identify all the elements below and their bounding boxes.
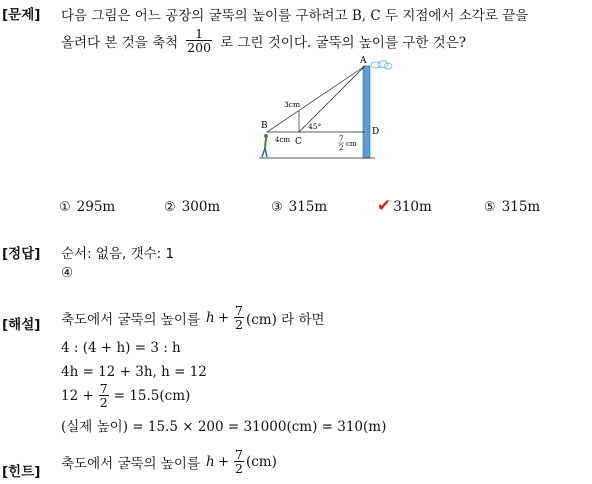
choice-1-mark: ① xyxy=(59,200,71,215)
explanation-line-4-den: 2 xyxy=(99,395,108,410)
checkmark-icon: ✔ xyxy=(377,196,392,216)
question-line-2-b: 로 그린 것이다. 굴뚝의 높이를 구한 것은? xyxy=(220,34,466,51)
hint-line-b: (cm) xyxy=(245,453,277,470)
hint-tag: [힌트] xyxy=(2,464,41,480)
angle-label: 45° xyxy=(308,122,322,131)
choice-3-text: 315m xyxy=(288,199,328,215)
length-CD-unit: cm xyxy=(346,140,357,148)
choice-5[interactable] xyxy=(484,199,540,215)
choice-2[interactable] xyxy=(164,199,220,215)
hint-plus: + xyxy=(217,453,230,470)
hint-fraction-num: 7 xyxy=(235,447,243,462)
explanation-line-1-b: (cm) 라 하면 xyxy=(245,311,325,328)
scale-denominator: 200 xyxy=(187,40,212,55)
explanation-line-1-a: 축도에서 굴뚝의 높이를 xyxy=(61,311,200,328)
explanation-tag: [해설] xyxy=(2,317,41,333)
explanation-fraction-num: 7 xyxy=(235,303,243,318)
length-CD-numerator: 7 xyxy=(339,135,344,143)
explanation-line-5: (실제 높이) = 15.5 × 200 = 31000(cm) = 310(m) xyxy=(61,419,387,435)
choice-2-mark: ② xyxy=(164,200,176,215)
smoke-icon xyxy=(371,61,392,70)
hint-fraction xyxy=(234,448,244,475)
length-CD-denominator: 2 xyxy=(339,144,344,152)
hint-fraction-den: 2 xyxy=(235,461,243,476)
explanation-line-4-fraction xyxy=(99,382,109,409)
choice-2-text: 300m xyxy=(181,199,221,215)
choice-1-text: 295m xyxy=(76,199,116,215)
answer-tag: [정답] xyxy=(2,246,41,262)
choice-3[interactable] xyxy=(271,199,327,215)
length-BA: 3cm xyxy=(284,100,301,109)
explanation-line-4 xyxy=(61,382,190,409)
answer-line-2: ④ xyxy=(61,265,74,281)
explanation-fraction xyxy=(234,304,244,331)
hint-line xyxy=(61,448,277,475)
answer-line-1: 순서: 없음, 갯수: 1 xyxy=(61,246,175,262)
choice-3-mark: ③ xyxy=(271,200,283,215)
explanation-variable-h: h xyxy=(206,309,215,326)
choice-1[interactable] xyxy=(59,199,115,215)
scale-numerator: 1 xyxy=(195,26,204,41)
explanation-line-3: 4h = 12 + 3h, h = 12 xyxy=(61,364,207,380)
person-icon xyxy=(262,134,268,157)
explanation-plus: + xyxy=(217,309,230,326)
explanation-line-1 xyxy=(61,304,325,331)
choice-4[interactable] xyxy=(377,196,432,216)
question-line-2 xyxy=(61,27,466,54)
hint-variable-h: h xyxy=(206,453,215,470)
explanation-line-4-a: 12 + xyxy=(61,387,94,404)
choice-5-mark: ⑤ xyxy=(484,200,496,215)
scale-fraction xyxy=(186,27,212,54)
chimney-shape xyxy=(363,66,370,158)
explanation-line-4-num: 7 xyxy=(99,381,108,396)
question-tag: [문제] xyxy=(2,7,41,23)
chimney-figure xyxy=(255,56,405,166)
question-line-1: 다음 그림은 어느 공장의 굴뚝의 높이를 구하려고 B, C 두 지점에서 소각로 끝을 xyxy=(61,8,529,24)
label-D: D xyxy=(372,127,380,137)
question-line-2-a: 올려다 본 것을 축척 xyxy=(61,34,179,51)
length-BC: 4cm xyxy=(275,136,291,144)
label-A: A xyxy=(360,56,367,66)
explanation-line-2: 4 : (4 + h) = 3 : h xyxy=(61,340,181,356)
choice-5-text: 315m xyxy=(501,199,541,215)
explanation-line-4-b: = 15.5(cm) xyxy=(113,387,191,404)
hint-line-a: 축도에서 굴뚝의 높이를 xyxy=(61,455,200,472)
explanation-fraction-den: 2 xyxy=(235,317,243,332)
choice-4-text: 310m xyxy=(393,199,432,215)
label-B: B xyxy=(261,121,268,131)
label-C: C xyxy=(295,137,302,147)
